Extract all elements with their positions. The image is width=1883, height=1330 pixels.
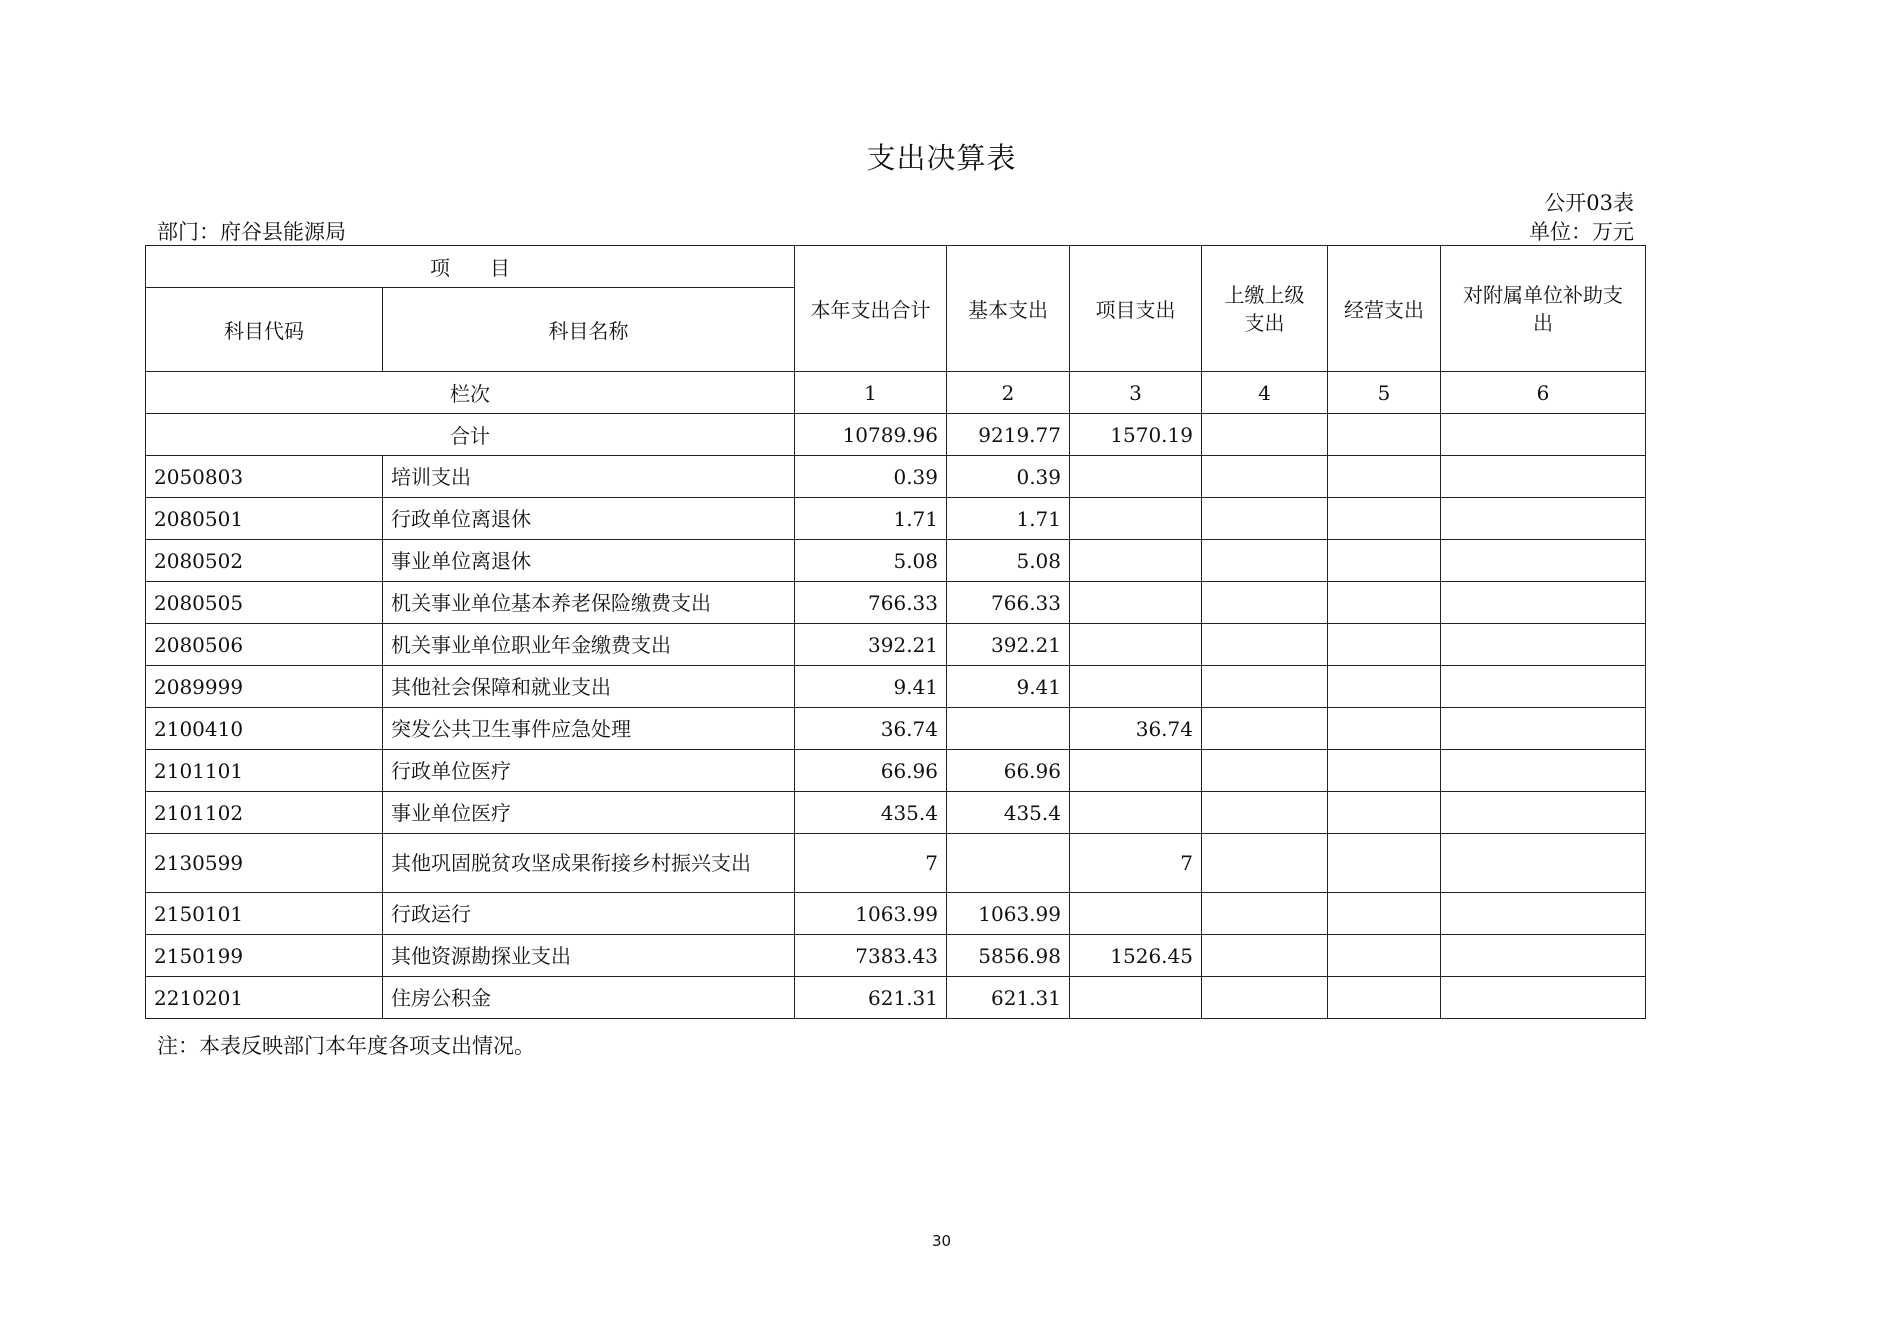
- row-total: 7: [795, 834, 947, 893]
- form-number: 公开03表: [1544, 191, 1634, 215]
- row-basic: 621.31: [947, 977, 1070, 1019]
- total-label: 合计: [146, 414, 795, 456]
- header-total: 本年支出合计: [795, 246, 947, 372]
- row-code: 2050803: [146, 456, 383, 498]
- column-index-row: [146, 372, 1646, 414]
- row-code: 2130599: [146, 834, 383, 893]
- row-name: 事业单位离退休: [383, 540, 795, 582]
- header-subsidy: 对附属单位补助支出: [1441, 246, 1646, 372]
- row-name: 行政单位离退休: [383, 498, 795, 540]
- row-business: [1328, 977, 1441, 1019]
- row-basic: 435.4: [947, 792, 1070, 834]
- row-project: 1526.45: [1070, 935, 1202, 977]
- row-basic: 9.41: [947, 666, 1070, 708]
- row-code: 2101102: [146, 792, 383, 834]
- table-row: [146, 750, 1646, 792]
- unit-label: 单位：万元: [1529, 220, 1634, 244]
- expenditure-table: [145, 245, 1646, 1019]
- row-project: [1070, 977, 1202, 1019]
- row-total: 435.4: [795, 792, 947, 834]
- row-upper: [1202, 498, 1328, 540]
- total-basic: 9219.77: [947, 414, 1070, 456]
- table-row: [146, 624, 1646, 666]
- row-project: [1070, 792, 1202, 834]
- row-total: 36.74: [795, 708, 947, 750]
- row-upper: [1202, 750, 1328, 792]
- row-basic: [947, 834, 1070, 893]
- column-index-6: 6: [1441, 372, 1646, 414]
- row-total: 1.71: [795, 498, 947, 540]
- row-total: 0.39: [795, 456, 947, 498]
- row-subsidy: [1441, 750, 1646, 792]
- row-code: 2089999: [146, 666, 383, 708]
- row-business: [1328, 456, 1441, 498]
- row-basic: 5856.98: [947, 935, 1070, 977]
- row-subsidy: [1441, 935, 1646, 977]
- footnote: 注：本表反映部门本年度各项支出情况。: [157, 1034, 535, 1058]
- table-row: [146, 666, 1646, 708]
- column-index-5: 5: [1328, 372, 1441, 414]
- row-subsidy: [1441, 498, 1646, 540]
- row-total: 392.21: [795, 624, 947, 666]
- row-code: 2080502: [146, 540, 383, 582]
- row-basic: 66.96: [947, 750, 1070, 792]
- total-subsidy: [1441, 414, 1646, 456]
- row-project: [1070, 498, 1202, 540]
- row-name: 机关事业单位基本养老保险缴费支出: [383, 582, 795, 624]
- row-name: 其他资源勘探业支出: [383, 935, 795, 977]
- table-row: [146, 540, 1646, 582]
- row-upper: [1202, 792, 1328, 834]
- column-index-2: 2: [947, 372, 1070, 414]
- table-row: [146, 708, 1646, 750]
- header-code: 科目代码: [146, 288, 383, 372]
- row-business: [1328, 666, 1441, 708]
- row-business: [1328, 935, 1441, 977]
- table-row: [146, 834, 1646, 893]
- row-business: [1328, 792, 1441, 834]
- row-name: 行政单位医疗: [383, 750, 795, 792]
- row-subsidy: [1441, 792, 1646, 834]
- row-subsidy: [1441, 666, 1646, 708]
- row-name: 事业单位医疗: [383, 792, 795, 834]
- row-business: [1328, 540, 1441, 582]
- total-upper: [1202, 414, 1328, 456]
- page-number: 30: [931, 1232, 952, 1250]
- row-subsidy: [1441, 456, 1646, 498]
- row-upper: [1202, 540, 1328, 582]
- row-upper: [1202, 834, 1328, 893]
- table-row: [146, 893, 1646, 935]
- row-business: [1328, 498, 1441, 540]
- row-total: 621.31: [795, 977, 947, 1019]
- row-upper: [1202, 666, 1328, 708]
- table-row: [146, 792, 1646, 834]
- page-title: 支出决算表: [866, 141, 1017, 175]
- row-total: 66.96: [795, 750, 947, 792]
- row-project: 36.74: [1070, 708, 1202, 750]
- row-code: 2150101: [146, 893, 383, 935]
- row-basic: 392.21: [947, 624, 1070, 666]
- total-amount: 10789.96: [795, 414, 947, 456]
- row-project: [1070, 624, 1202, 666]
- row-code: 2210201: [146, 977, 383, 1019]
- row-project: [1070, 456, 1202, 498]
- row-subsidy: [1441, 893, 1646, 935]
- row-business: [1328, 582, 1441, 624]
- row-subsidy: [1441, 977, 1646, 1019]
- row-subsidy: [1441, 540, 1646, 582]
- row-subsidy: [1441, 624, 1646, 666]
- header-basic: 基本支出: [947, 246, 1070, 372]
- row-name: 其他社会保障和就业支出: [383, 666, 795, 708]
- total-business: [1328, 414, 1441, 456]
- row-total: 5.08: [795, 540, 947, 582]
- row-upper: [1202, 935, 1328, 977]
- row-project: [1070, 750, 1202, 792]
- row-name: 突发公共卫生事件应急处理: [383, 708, 795, 750]
- row-total: 766.33: [795, 582, 947, 624]
- row-upper: [1202, 582, 1328, 624]
- row-business: [1328, 708, 1441, 750]
- row-upper: [1202, 624, 1328, 666]
- row-name: 行政运行: [383, 893, 795, 935]
- row-project: [1070, 666, 1202, 708]
- header-project: 项目支出: [1070, 246, 1202, 372]
- row-code: 2150199: [146, 935, 383, 977]
- row-code: 2100410: [146, 708, 383, 750]
- row-project: [1070, 582, 1202, 624]
- row-upper: [1202, 893, 1328, 935]
- row-subsidy: [1441, 834, 1646, 893]
- column-index-3: 3: [1070, 372, 1202, 414]
- row-basic: 1063.99: [947, 893, 1070, 935]
- row-subsidy: [1441, 708, 1646, 750]
- row-upper: [1202, 977, 1328, 1019]
- row-code: 2101101: [146, 750, 383, 792]
- row-project: 7: [1070, 834, 1202, 893]
- row-project: [1070, 540, 1202, 582]
- row-upper: [1202, 708, 1328, 750]
- row-name: 住房公积金: [383, 977, 795, 1019]
- row-basic: 0.39: [947, 456, 1070, 498]
- header-item-group: 项 目: [146, 246, 795, 288]
- table-row: [146, 935, 1646, 977]
- row-upper: [1202, 456, 1328, 498]
- row-name: 培训支出: [383, 456, 795, 498]
- row-total: 9.41: [795, 666, 947, 708]
- row-name: 其他巩固脱贫攻坚成果衔接乡村振兴支出: [383, 834, 795, 893]
- table-row: [146, 582, 1646, 624]
- total-row: [146, 414, 1646, 456]
- row-total: 7383.43: [795, 935, 947, 977]
- row-business: [1328, 834, 1441, 893]
- row-name: 机关事业单位职业年金缴费支出: [383, 624, 795, 666]
- row-basic: 5.08: [947, 540, 1070, 582]
- column-index-1: 1: [795, 372, 947, 414]
- row-total: 1063.99: [795, 893, 947, 935]
- table-row: [146, 456, 1646, 498]
- row-subsidy: [1441, 582, 1646, 624]
- column-index-4: 4: [1202, 372, 1328, 414]
- row-code: 2080505: [146, 582, 383, 624]
- row-business: [1328, 750, 1441, 792]
- table-row: [146, 977, 1646, 1019]
- header-business: 经营支出: [1328, 246, 1441, 372]
- row-basic: 1.71: [947, 498, 1070, 540]
- table-row: [146, 498, 1646, 540]
- row-business: [1328, 624, 1441, 666]
- total-project: 1570.19: [1070, 414, 1202, 456]
- column-index-label: 栏次: [146, 372, 795, 414]
- row-basic: [947, 708, 1070, 750]
- department-label: 部门：府谷县能源局: [157, 220, 346, 244]
- row-code: 2080501: [146, 498, 383, 540]
- row-business: [1328, 893, 1441, 935]
- row-project: [1070, 893, 1202, 935]
- row-code: 2080506: [146, 624, 383, 666]
- row-basic: 766.33: [947, 582, 1070, 624]
- header-upper: 上缴上级支出: [1202, 246, 1328, 372]
- header-name: 科目名称: [383, 288, 795, 372]
